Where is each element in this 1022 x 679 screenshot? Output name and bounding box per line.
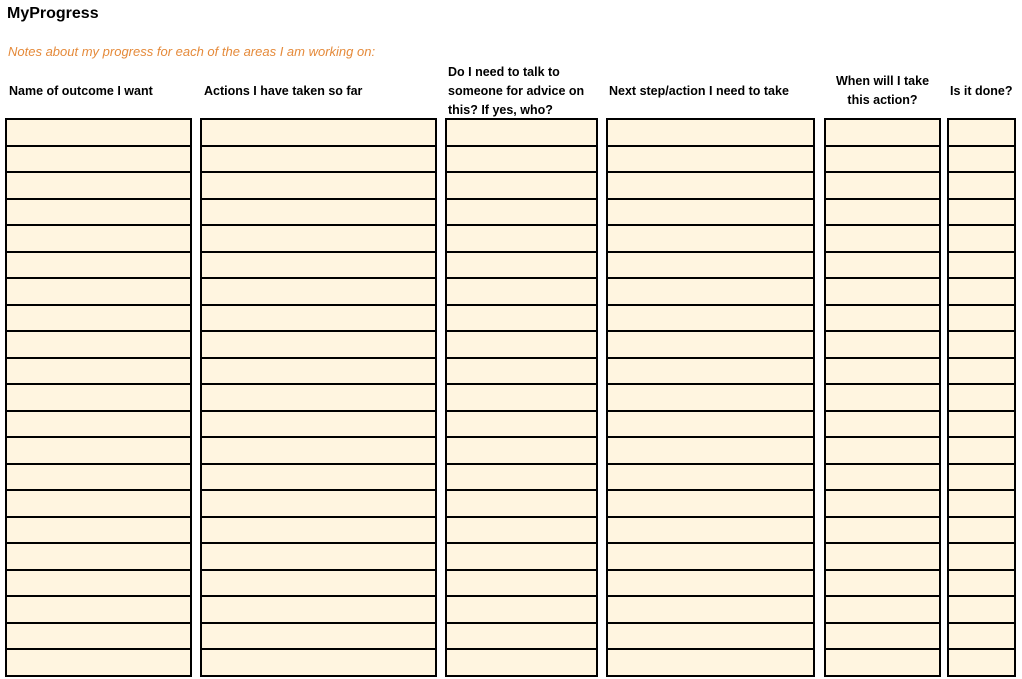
column-header-done: Is it done? — [950, 84, 1013, 98]
cell-actions[interactable] — [202, 332, 435, 359]
column-next-step — [606, 118, 815, 677]
cell-outcome[interactable] — [7, 385, 190, 412]
cell-outcome[interactable] — [7, 359, 190, 386]
cell-actions[interactable] — [202, 465, 435, 492]
cell-done[interactable] — [949, 412, 1014, 439]
cell-actions[interactable] — [202, 306, 435, 333]
cell-done[interactable] — [949, 359, 1014, 386]
cell-done[interactable] — [949, 385, 1014, 412]
cell-outcome[interactable] — [7, 253, 190, 280]
column-header-actions: Actions I have taken so far — [204, 84, 363, 98]
cell-next-step[interactable] — [608, 200, 813, 227]
cell-done[interactable] — [949, 306, 1014, 333]
cell-when[interactable] — [826, 120, 939, 147]
cell-when[interactable] — [826, 359, 939, 386]
cell-next-step[interactable] — [608, 465, 813, 492]
cell-next-step[interactable] — [608, 518, 813, 545]
cell-done[interactable] — [949, 438, 1014, 465]
cell-advice[interactable] — [447, 518, 596, 545]
cell-actions[interactable] — [202, 279, 435, 306]
cell-when[interactable] — [826, 279, 939, 306]
cell-when[interactable] — [826, 624, 939, 651]
cell-advice[interactable] — [447, 385, 596, 412]
column-actions — [200, 118, 437, 677]
cell-when[interactable] — [826, 412, 939, 439]
cell-actions[interactable] — [202, 438, 435, 465]
cell-when[interactable] — [826, 385, 939, 412]
cell-when[interactable] — [826, 147, 939, 174]
cell-next-step[interactable] — [608, 412, 813, 439]
cell-when[interactable] — [826, 332, 939, 359]
cell-next-step[interactable] — [608, 491, 813, 518]
cell-when[interactable] — [826, 226, 939, 253]
cell-outcome[interactable] — [7, 650, 190, 677]
column-header-advice-line-1: Do I need to talk to — [448, 65, 560, 79]
cell-actions[interactable] — [202, 650, 435, 677]
cell-actions[interactable] — [202, 173, 435, 200]
cell-actions[interactable] — [202, 597, 435, 624]
cell-done[interactable] — [949, 650, 1014, 677]
cell-next-step[interactable] — [608, 438, 813, 465]
cell-outcome[interactable] — [7, 147, 190, 174]
cell-done[interactable] — [949, 332, 1014, 359]
cell-done[interactable] — [949, 518, 1014, 545]
cell-done[interactable] — [949, 465, 1014, 492]
column-header-advice-line-3: this? If yes, who? — [448, 103, 553, 117]
cell-when[interactable] — [826, 173, 939, 200]
cell-when[interactable] — [826, 465, 939, 492]
cell-advice[interactable] — [447, 571, 596, 598]
column-header-advice — [448, 63, 584, 120]
page-title: MyProgress — [7, 5, 99, 22]
cell-actions[interactable] — [202, 253, 435, 280]
cell-next-step[interactable] — [608, 147, 813, 174]
cell-advice[interactable] — [447, 650, 596, 677]
column-header-next-step: Next step/action I need to take — [609, 84, 789, 98]
cell-when[interactable] — [826, 306, 939, 333]
cell-advice[interactable] — [447, 597, 596, 624]
cell-advice[interactable] — [447, 306, 596, 333]
cell-outcome[interactable] — [7, 465, 190, 492]
cell-outcome[interactable] — [7, 173, 190, 200]
cell-next-step[interactable] — [608, 359, 813, 386]
cell-next-step[interactable] — [608, 253, 813, 280]
cell-next-step[interactable] — [608, 571, 813, 598]
cell-advice[interactable] — [447, 173, 596, 200]
cell-outcome[interactable] — [7, 200, 190, 227]
cell-outcome[interactable] — [7, 412, 190, 439]
cell-advice[interactable] — [447, 279, 596, 306]
cell-actions[interactable] — [202, 412, 435, 439]
cell-outcome[interactable] — [7, 571, 190, 598]
cell-actions[interactable] — [202, 385, 435, 412]
cell-outcome[interactable] — [7, 332, 190, 359]
cell-done[interactable] — [949, 544, 1014, 571]
cell-next-step[interactable] — [608, 173, 813, 200]
column-header-when-line-2: this action? — [847, 93, 918, 107]
cell-done[interactable] — [949, 173, 1014, 200]
column-header-when-line-1: When will I take — [835, 74, 930, 88]
cell-outcome[interactable] — [7, 279, 190, 306]
cell-actions[interactable] — [202, 544, 435, 571]
cell-when[interactable] — [826, 491, 939, 518]
cell-done[interactable] — [949, 624, 1014, 651]
cell-done[interactable] — [949, 147, 1014, 174]
cell-done[interactable] — [949, 597, 1014, 624]
cell-actions[interactable] — [202, 120, 435, 147]
cell-next-step[interactable] — [608, 226, 813, 253]
cell-when[interactable] — [826, 438, 939, 465]
cell-next-step[interactable] — [608, 544, 813, 571]
column-header-when — [826, 72, 939, 110]
column-outcome — [5, 118, 192, 677]
cell-when[interactable] — [826, 200, 939, 227]
cell-advice[interactable] — [447, 359, 596, 386]
cell-actions[interactable] — [202, 571, 435, 598]
cell-advice[interactable] — [447, 147, 596, 174]
cell-outcome[interactable] — [7, 438, 190, 465]
cell-advice[interactable] — [447, 465, 596, 492]
cell-done[interactable] — [949, 120, 1014, 147]
column-header-outcome: Name of outcome I want — [9, 84, 153, 98]
cell-outcome[interactable] — [7, 120, 190, 147]
cell-when[interactable] — [826, 571, 939, 598]
cell-advice[interactable] — [447, 544, 596, 571]
column-advice — [445, 118, 598, 677]
column-done — [947, 118, 1016, 677]
cell-actions[interactable] — [202, 518, 435, 545]
cell-next-step[interactable] — [608, 597, 813, 624]
cell-advice[interactable] — [447, 332, 596, 359]
cell-when[interactable] — [826, 253, 939, 280]
cell-actions[interactable] — [202, 200, 435, 227]
cell-advice[interactable] — [447, 253, 596, 280]
cell-when[interactable] — [826, 518, 939, 545]
cell-actions[interactable] — [202, 491, 435, 518]
cell-done[interactable] — [949, 279, 1014, 306]
cell-next-step[interactable] — [608, 306, 813, 333]
cell-done[interactable] — [949, 226, 1014, 253]
cell-actions[interactable] — [202, 624, 435, 651]
cell-advice[interactable] — [447, 624, 596, 651]
cell-next-step[interactable] — [608, 332, 813, 359]
cell-outcome[interactable] — [7, 544, 190, 571]
cell-outcome[interactable] — [7, 624, 190, 651]
cell-done[interactable] — [949, 571, 1014, 598]
cell-actions[interactable] — [202, 359, 435, 386]
cell-advice[interactable] — [447, 412, 596, 439]
cell-done[interactable] — [949, 200, 1014, 227]
column-when — [824, 118, 941, 677]
cell-done[interactable] — [949, 491, 1014, 518]
cell-next-step[interactable] — [608, 120, 813, 147]
cell-advice[interactable] — [447, 226, 596, 253]
column-header-advice-line-2: someone for advice on — [448, 84, 585, 98]
cell-advice[interactable] — [447, 491, 596, 518]
cell-advice[interactable] — [447, 120, 596, 147]
cell-actions[interactable] — [202, 226, 435, 253]
cell-when[interactable] — [826, 650, 939, 677]
cell-done[interactable] — [949, 253, 1014, 280]
cell-outcome[interactable] — [7, 491, 190, 518]
cell-outcome[interactable] — [7, 597, 190, 624]
cell-next-step[interactable] — [608, 650, 813, 677]
cell-advice[interactable] — [447, 200, 596, 227]
cell-next-step[interactable] — [608, 279, 813, 306]
cell-outcome[interactable] — [7, 306, 190, 333]
cell-outcome[interactable] — [7, 226, 190, 253]
page-subtitle: Notes about my progress for each of the areas I am working on: — [8, 44, 376, 59]
cell-when[interactable] — [826, 597, 939, 624]
cell-when[interactable] — [826, 544, 939, 571]
cell-outcome[interactable] — [7, 518, 190, 545]
cell-advice[interactable] — [447, 438, 596, 465]
cell-actions[interactable] — [202, 147, 435, 174]
cell-next-step[interactable] — [608, 385, 813, 412]
cell-next-step[interactable] — [608, 624, 813, 651]
